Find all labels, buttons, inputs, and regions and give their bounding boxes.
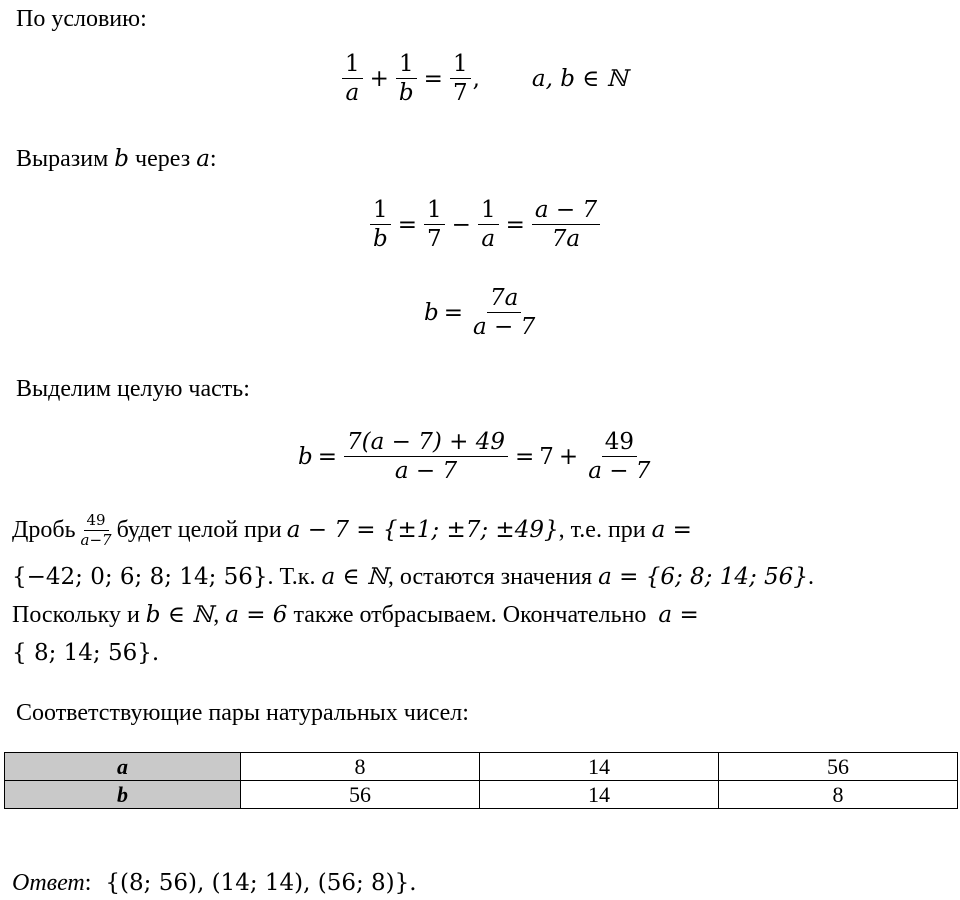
fraction: $\frac{1}{7}$: [424, 198, 445, 253]
paragraph-line-1: Дробь $\frac{49}{a-7}$ будет целой при a − 7 = {±1; ±7; ±49} , т.е. при a =: [12, 511, 692, 549]
fraction: $\frac{49}{a - 7}$: [588, 429, 651, 485]
fraction: $\frac{1}{a}$: [478, 198, 499, 253]
answer-line: Ответ: {(8; 56), (14; 14), (56; 8)}.: [12, 870, 417, 896]
row-header: b: [5, 781, 241, 809]
pairs-caption: Соответствующие пары натуральных чисел:: [16, 700, 469, 726]
table-row: [5, 781, 958, 809]
table-cell: 56: [241, 781, 480, 809]
fraction: $\frac{1}{b}$: [396, 52, 417, 107]
answer-label: Ответ: [12, 870, 85, 896]
express-b-text: Выразим b через a:: [16, 146, 217, 172]
equation-condition: $\frac{1}{a}$ + $\frac{1}{b}$ = $\frac{1}{7}$ , a, b ∈ ℕ: [340, 52, 628, 107]
equation-integer-part: b = $\frac{7(a - 7) + 49}{a - 7}$ = 7 + $\frac{49}{a - 7}$: [298, 430, 655, 485]
table-cell: 14: [480, 781, 719, 809]
answer-value: {(8; 56), (14; 14), (56; 8)}.: [105, 870, 417, 896]
fraction: $\frac{1}{7}$: [450, 52, 471, 107]
equation-b-difference: $\frac{1}{b}$ = $\frac{1}{7}$ − $\frac{1}{a}$ = $\frac{a - 7}{7a}$: [368, 198, 602, 253]
intro-text: По условию:: [16, 6, 147, 32]
integer-part-text: Выделим целую часть:: [16, 376, 250, 402]
fraction: $\frac{7a}{a - 7}$: [473, 285, 536, 341]
row-header: a: [5, 753, 241, 781]
natural-condition: a, b ∈ ℕ: [531, 66, 628, 93]
paragraph-line-3: Поскольку и b ∈ ℕ, a = 6 также отбрасываем. Окончательно a =: [12, 602, 699, 628]
pairs-table: [4, 752, 958, 809]
table-cell: 14: [480, 753, 719, 781]
inline-fraction: $\frac{49}{a-7}$: [80, 511, 112, 549]
table-row: [5, 753, 958, 781]
fraction: $\frac{a - 7}{7a}$: [532, 198, 600, 253]
table-cell: 56: [719, 753, 958, 781]
fraction: $\frac{7(a - 7) + 49}{a - 7}$: [344, 430, 508, 485]
table-cell: 8: [719, 781, 958, 809]
fraction: $\frac{1}{a}$: [342, 52, 363, 107]
fraction: $\frac{1}{b}$: [370, 198, 391, 253]
paragraph-line-2: {−42; 0; 6; 8; 14; 56}. Т.к. a ∈ ℕ, остаются значения a = {6; 8; 14; 56}.: [12, 564, 814, 590]
equation-b-formula: b = $\frac{7a}{a - 7}$: [424, 286, 540, 341]
table-cell: 8: [241, 753, 480, 781]
paragraph-line-4: { 8; 14; 56}.: [12, 640, 160, 666]
